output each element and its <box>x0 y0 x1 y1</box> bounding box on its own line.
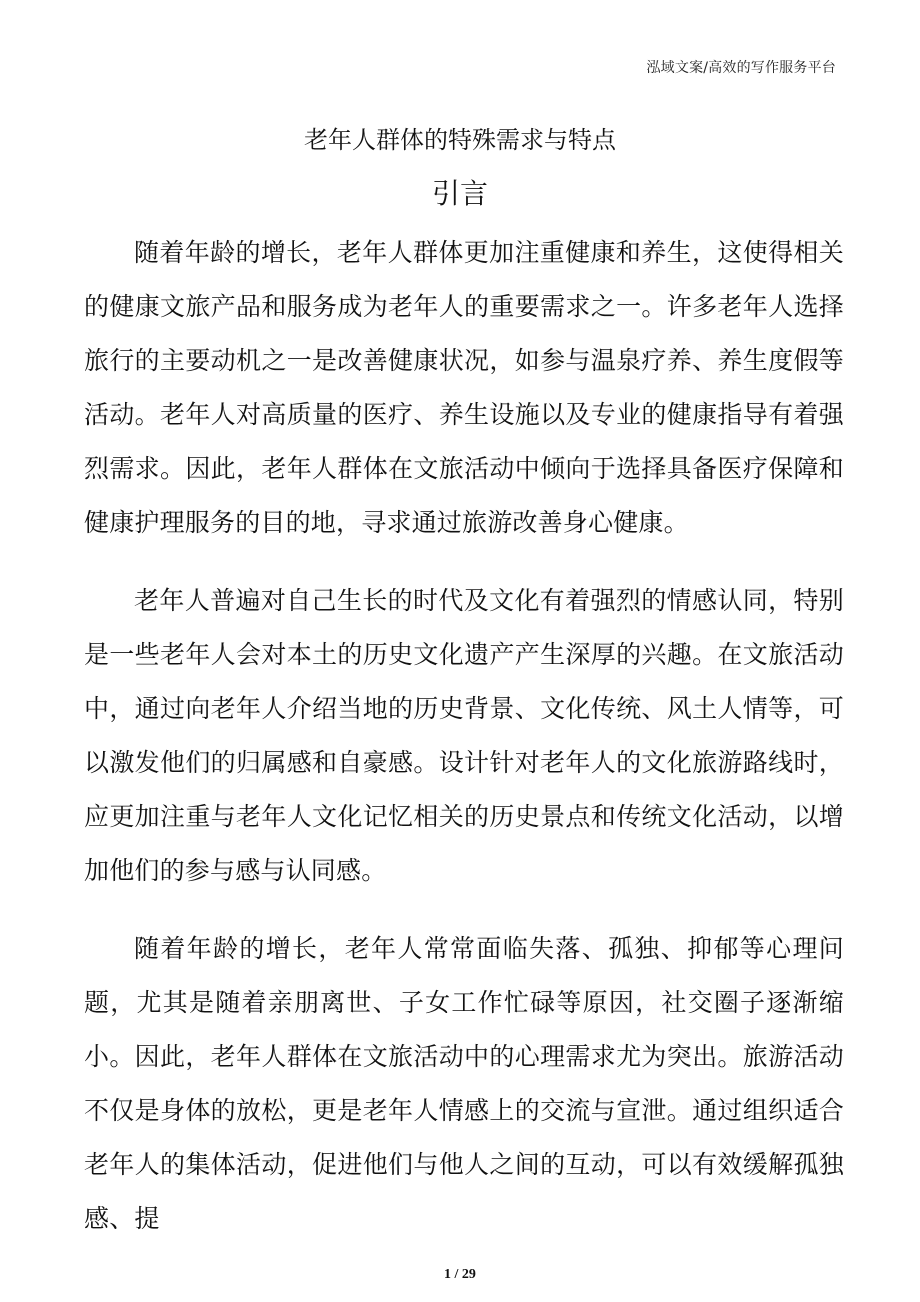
document-title: 老年人群体的特殊需求与特点 <box>304 126 616 154</box>
section-heading-introduction: 引言 <box>431 177 488 210</box>
body-paragraph-2: 老年人普遍对自己生长的时代及文化有着强烈的情感认同，特别是一些老年人会对本土的历史文化遗产产生深厚的兴趣。在文旅活动中，通过向老年人介绍当地的历史背景、文化传统、风土人情等，可以激发他们的归属感和自豪感。设计针对老年人的文化旅游路线时，应更加注重与老年人文化记忆相关的历史景点和传统文化活动，以增加他们的参与感与认同感。 <box>84 586 844 885</box>
document-body <box>84 226 844 1270</box>
header-brand-note: 泓域文案/高效的写作服务平台 <box>646 60 836 76</box>
page-number: 1 / 29 <box>444 1267 476 1282</box>
body-paragraph-1: 随着年龄的增长，老年人群体更加注重健康和养生，这使得相关的健康文旅产品和服务成为老年人的重要需求之一。许多老年人选择旅行的主要动机之一是改善健康状况，如参与温泉疗养、养生度假等活动。老年人对高质量的医疗、养生设施以及专业的健康指导有着强烈需求。因此，老年人群体在文旅活动中倾向于选择具备医疗保障和健康护理服务的目的地，寻求通过旅游改善身心健康。 <box>84 238 844 537</box>
body-paragraph-3: 随着年龄的增长，老年人常常面临失落、孤独、抑郁等心理问题，尤其是随着亲朋离世、子女工作忙碌等原因，社交圈子逐渐缩小。因此，老年人群体在文旅活动中的心理需求尤为突出。旅游活动不仅是身体的放松，更是老年人情感上的交流与宣泄。通过组织适合老年人的集体活动，促进他们与他人之间的互动，可以有效缓解孤独感、提 <box>84 934 844 1233</box>
